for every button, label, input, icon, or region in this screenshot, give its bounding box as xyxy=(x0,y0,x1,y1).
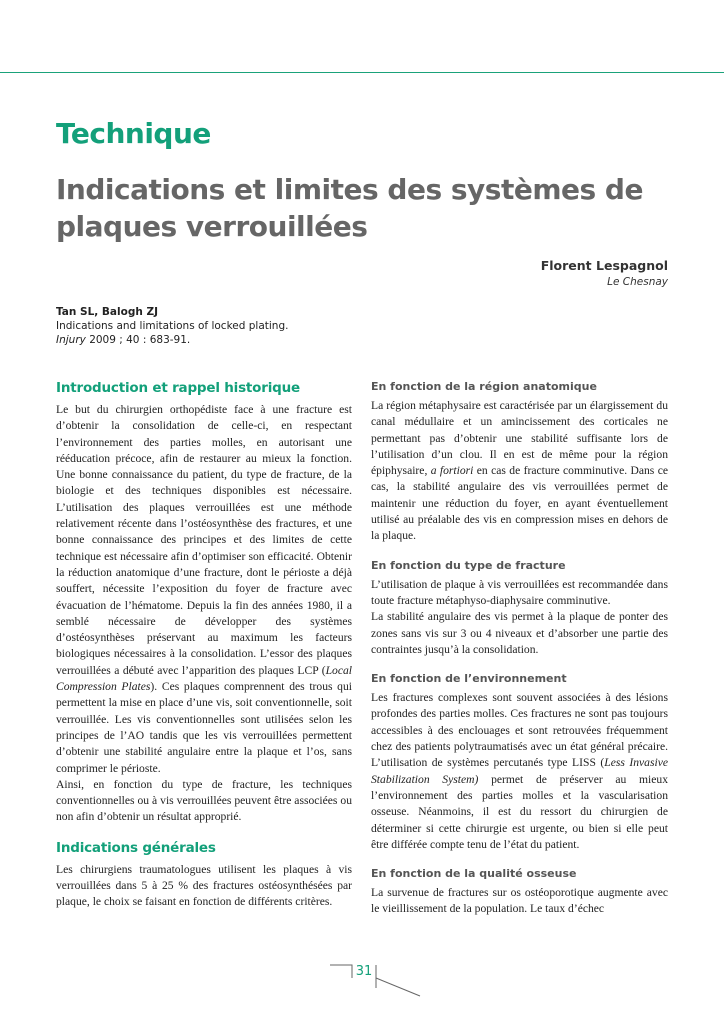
type-paragraph-1: L’utilisation de plaque à vis verrouillées est recommandée dans toute fracture métaphyso-diaphysaire comminutive. xyxy=(371,577,668,607)
page-marker-left-line xyxy=(330,965,352,978)
intro-p1-text: Le but du chirurgien orthopédiste face à une fracture est d’obtenir la consolidation de celle-ci, en respectant l’environnement des parties molles, en autorisant une rééducation précoce, afin de restaurer au mieux la fonction. Une bonne connaissance du patient, du type de fracture, de la biologie et des techniques disponibles est nécessaire. L’utilisation des plaques verrouillées est une méthode relativement récente dans l’ostéosynthèse des fractures, et une bonne connaissance des principes et des limites de cette technique est nécessaire afin d’optimiser son efficacité. Obtenir la réduction anatomique d’une fracture, dont le périoste a déjà souffert, nécessite l’exposition du foyer de fracture avec évacuation de l’hématome. Depuis la fin des années 1980, il a semblé nécessaire de développer des systèmes d’ostéosynthèses préservant au maximum les facteurs biologiques nécessaires à la consolidation. L’essor des plaques verrouillées a débuté avec l’apparition des plaques LCP ( xyxy=(56,403,352,677)
type-paragraph-2: La stabilité angulaire des vis permet à la plaque de ponter des zones sans vis sur 3 ou 4 niveaux et d’absorber une partie des contraintes jusqu’à la consolidation. xyxy=(371,610,668,656)
page-number: 31 xyxy=(355,964,373,979)
reference-title: Indications and limitations of locked plating. xyxy=(56,320,289,332)
type-heading: En fonction du type de fracture xyxy=(371,558,566,572)
env-p-italic: Less Invasive Stabilization System) xyxy=(371,756,668,786)
reference-journal: Injury xyxy=(56,334,86,346)
intro-paragraph-1 xyxy=(56,402,352,777)
env-p-start: Les fractures complexes sont souvent associées à des lésions profondes des parties molles. Ces fractures ne sont pas toujours accessibles à des enclouages et sont retrouvées fréquemment chez des patients polytraumatisés avec un état général précaire. L’utilisation de systèmes percutanés type LISS ( xyxy=(371,691,668,770)
region-p-end: en cas de fracture comminutive. Dans ce cas, la stabilité angulaire des vis verrouillées permet de maintenir une réduction du foyer, en ayant éventuellement utilisé au préalable des vis en compression mises en dehors de la plaque. xyxy=(371,464,668,543)
reference-authors: Tan SL, Balogh ZJ xyxy=(56,306,158,318)
intro-paragraph-2: Ainsi, en fonction du type de fracture, les techniques conventionnelles ou à vis verrouillées peuvent être associées ou non afin d’obtenir un résultat approprié. xyxy=(56,777,352,824)
author-place: Le Chesnay xyxy=(607,276,668,288)
left-column xyxy=(56,380,352,911)
region-heading: En fonction de la région anatomique xyxy=(371,380,597,393)
region-p-start: La région métaphysaire est caractérisée par un élargissement du canal médullaire et un amincissement des corticales ne permettant pas d’obtenir une stabilité suffisante lors de l’utilisation d’un clou. Il en est de même pour la région épiphysaire, xyxy=(371,399,668,478)
right-column xyxy=(371,380,668,918)
reference-details: 2009 ; 40 : 683-91. xyxy=(85,334,191,346)
quality-heading: En fonction de la qualité osseuse xyxy=(371,867,577,881)
reference-citation xyxy=(56,333,288,347)
author-block xyxy=(541,258,668,288)
region-p-italic: a fortiori xyxy=(430,464,474,478)
env-p-end: permet de préserver au mieux l’environnement des parties molles et la vascularisation osseuse. Néanmoins, il est du ressort du chirurgien de déterminer si cette chirurgie est urgente, ou bien si elle peut être différée compte tenu de l’état du patient. xyxy=(371,772,669,851)
section-label: Technique xyxy=(56,117,211,150)
quality-paragraph: La survenue de fractures sur os ostéoporotique augmente avec le vieillissement de la population. Le taux d’échec xyxy=(371,886,668,916)
region-paragraph xyxy=(371,398,668,545)
indications-paragraph: Les chirurgiens traumatologues utilisent les plaques à vis verrouillées dans 5 à 25 % des fractures ostéosynthésées par plaque, le choix se faisant en fonction de différents critères. xyxy=(56,862,352,909)
intro-heading: Introduction et rappel historique xyxy=(56,380,300,396)
environment-paragraph xyxy=(371,690,668,853)
environment-heading: En fonction de l’environnement xyxy=(371,672,567,686)
intro-p1-end: ). Ces plaques comprennent des trous qui permettent la mise en place d’une vis, soit conventionnelle, soit verrouillée. Les vis conventionnelles sont utilisées selon les principes de l’AO tandis que les vis verrouillées permettent d’obtenir une stabilité angulaire entre la plaque et l’os, sans comprimer le périoste. xyxy=(56,680,352,775)
article-title: Indications et limites des systèmes de plaques verrouillées xyxy=(56,173,643,243)
reference-block xyxy=(56,305,288,347)
header-rule xyxy=(0,72,724,73)
author-name: Florent Lespagnol xyxy=(540,258,668,273)
intro-p1-italic: Local Compression Plates xyxy=(56,663,352,694)
page-marker-diagonal xyxy=(376,978,420,996)
indications-heading: Indications générales xyxy=(56,839,216,856)
